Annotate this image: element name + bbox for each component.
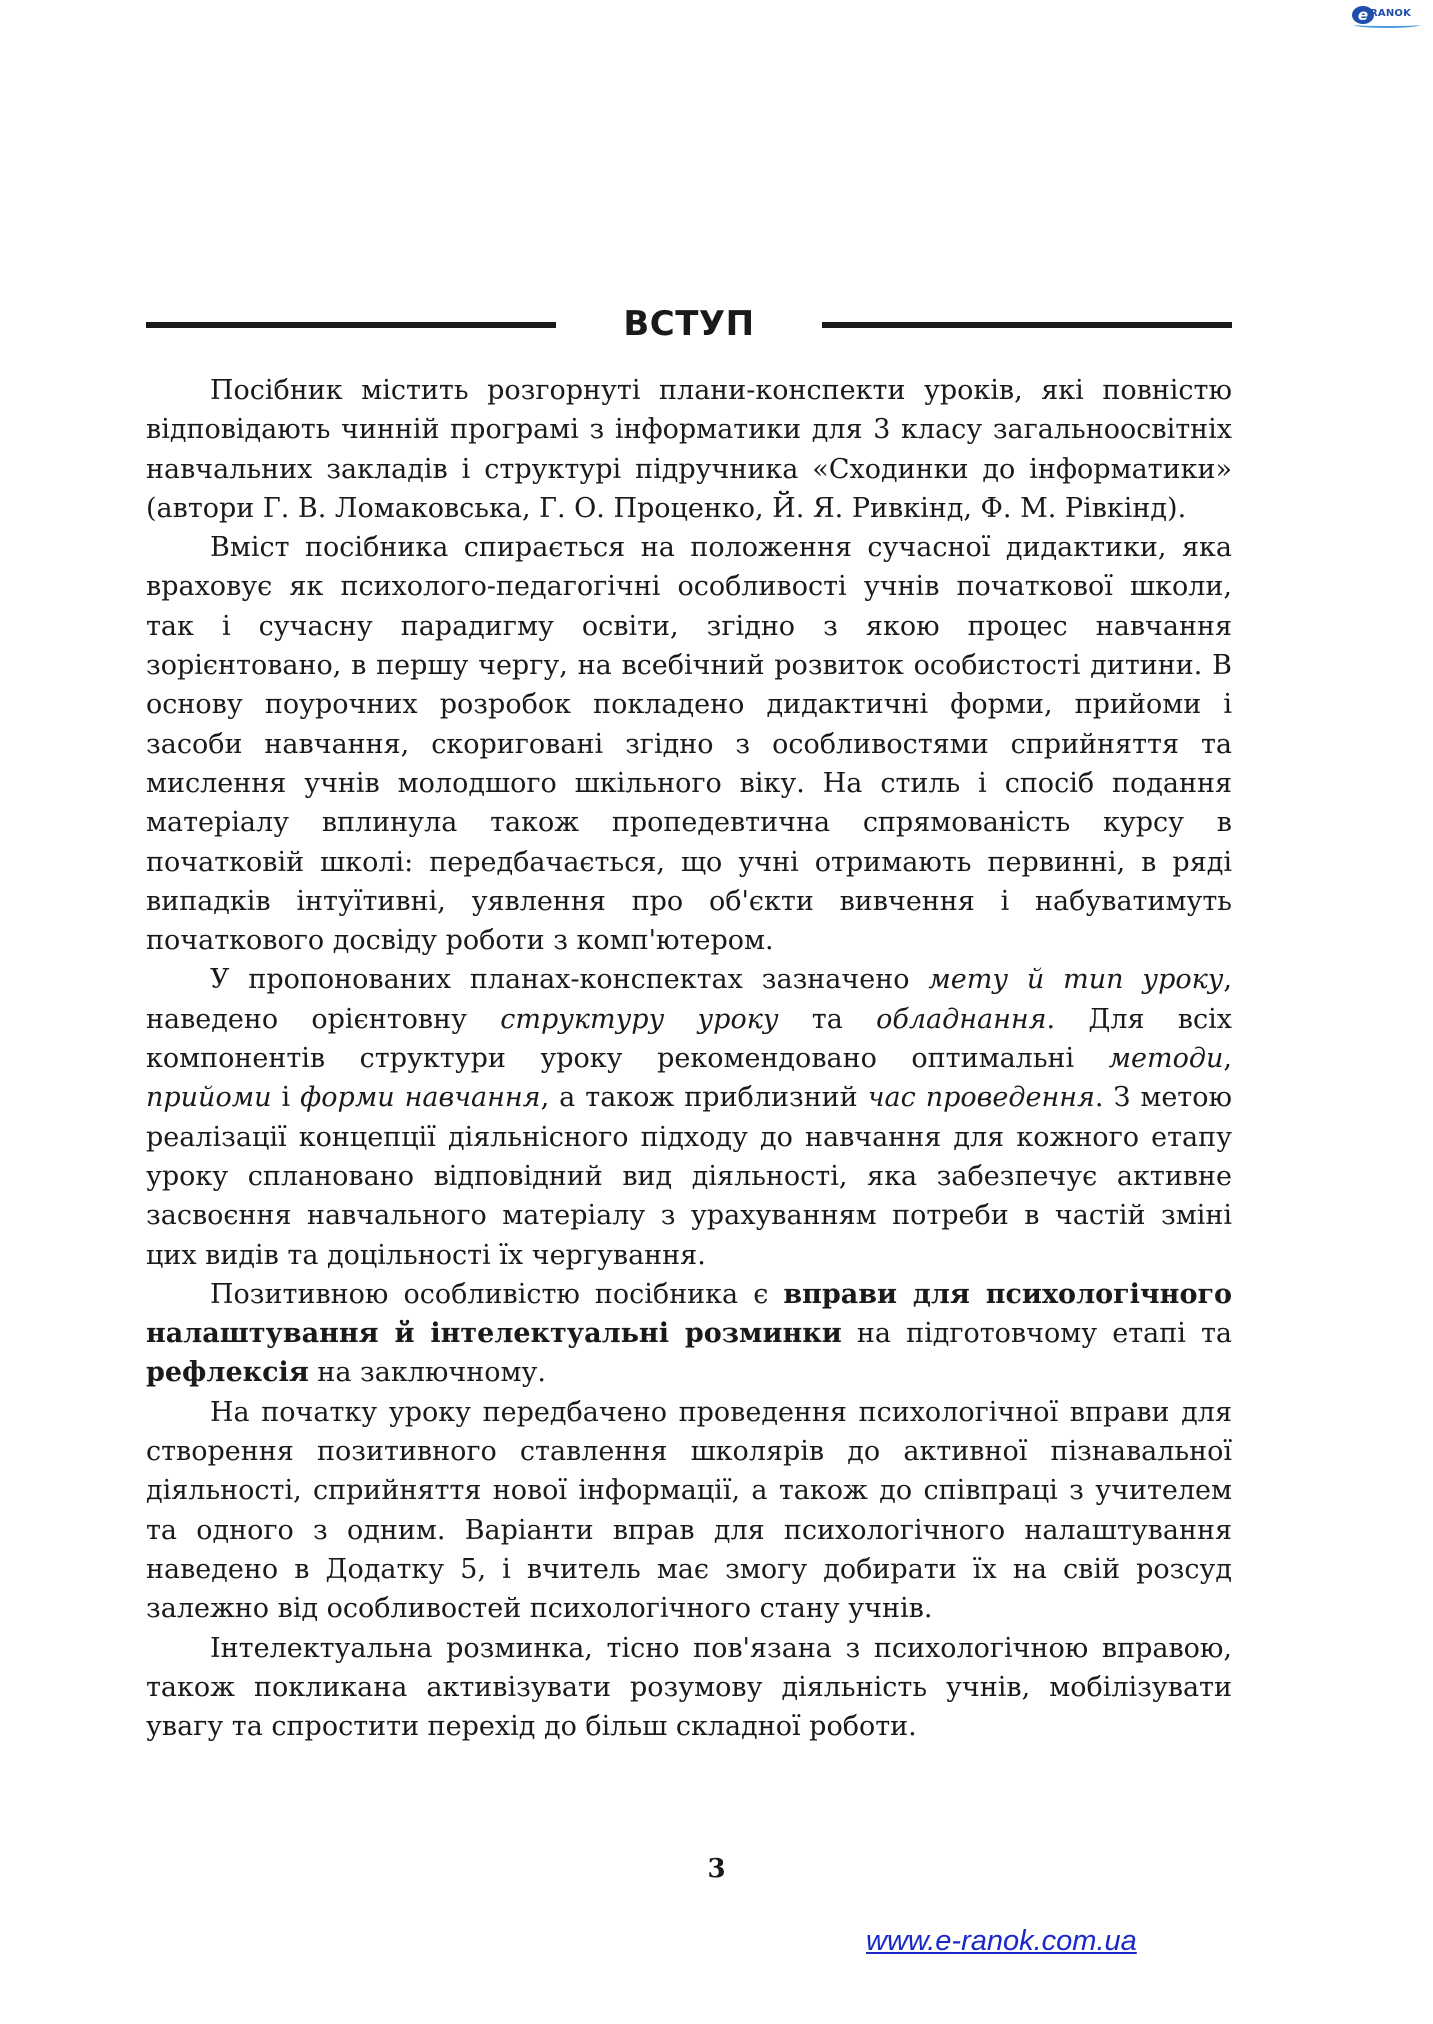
bold-term: вправи для психологічного налаштування й інтелектуальні розминки: [146, 1278, 1233, 1350]
paragraph-1: Посібник містить розгорнуті плани-конспекти уроків, які повністю відповідають чинній програмі з інформатики для 3 класу загальноосвітніх навчальних закладів і структурі підручника «Сходинки до інформатики» (автори Г. В. Ломаковська, Г. О. Проценко, Й. Я. Ривкінд, Ф. М. Рівкінд).: [146, 375, 1232, 524]
text-run: , наведено орієнтовну: [146, 964, 1232, 1035]
paragraph-6: Інтелектуальна розминка, тісно пов'язана з психологічною вправою, також покликана активізувати розумову діяльність учнів, мобілізувати увагу та спростити перехід до більш складної роботи.: [146, 1632, 1232, 1743]
text-run: Позитивною особливістю посібника є: [210, 1278, 784, 1310]
text-run: . Для всіх компонентів структури уроку рекомендовано оптимальні: [146, 1003, 1232, 1075]
heading-rule-right: [822, 322, 1232, 328]
text-run: на заключному.: [308, 1357, 546, 1389]
section-heading: [146, 302, 1232, 346]
page-number: 3: [707, 1854, 726, 1884]
heading-rule-left: [146, 322, 556, 328]
paragraph-5: На початку уроку передбачено проведення психологічної вправи для створення позитивного ставлення школярів до активної пізнавальної діяльності, сприйняття нової інформації, а також до співпраці з учителем та одного з одним. Варіанти вправ для психологічного налаштування наведено в Додатку 5, і вчитель має змогу добирати їх на свій розсуд залежно від особливостей психологічного стану учнів.: [146, 1396, 1232, 1625]
publisher-website-link[interactable]: www.e-ranok.com.ua: [866, 1925, 1137, 1957]
emphasis-term: прийоми: [146, 1082, 272, 1114]
publisher-logo: [1352, 6, 1424, 28]
emphasis-term: методи: [1108, 1043, 1224, 1075]
paragraph-2: Вміст посібника спирається на положення сучасної дидактики, яка враховує як психолого-педагогічні особливості учнів початкової школи, так і сучасну парадигму освіти, згідно з якою процес навчання зорієнтовано, в першу чергу, на всебічний розвиток особистості дитини. В основу поурочних розробок покладено дидактичні форми, прийоми і засоби навчання, скориговані згідно з особливостями сприйняття та мислення учнів молодшого шкільного віку. На стиль і спосіб подання матеріалу вплинула також пропедевтична спрямованість курсу в початковій школі: передбачається, що учні отримають первинні, в ряді випадків інтуїтивні, уявлення про об'єкти вивчення і набуватимуть початкового досвіду роботи з комп'ютером.: [146, 532, 1232, 957]
text-run: , а також приблизний: [540, 1082, 868, 1114]
text-run: ,: [1223, 1043, 1232, 1075]
body-text: [146, 371, 1232, 1746]
page-title: ВСТУП: [623, 304, 755, 344]
emphasis-term: форми навчання: [300, 1082, 541, 1114]
logo-swoosh-icon: [1354, 22, 1420, 28]
bold-term: рефлексія: [146, 1357, 309, 1389]
text-run: У пропонованих планах-конспектах зазначено: [210, 964, 929, 996]
text-run: . З метою реалізації концепції діяльнісного підходу до навчання для кожного етапу уроку сплановано відповідний вид діяльності, яка забезпечує активне засвоєння навчального матеріалу з урахуванням потреби в частій зміні цих видів та доцільності їх чергування.: [146, 1082, 1233, 1271]
paragraph-3: [146, 960, 1232, 1274]
paragraph-4: [146, 1275, 1232, 1393]
logo-e-mark: e: [1352, 6, 1374, 24]
text-run: та: [778, 1003, 877, 1035]
text-run: на підготовчому етапі та: [841, 1318, 1232, 1350]
emphasis-term: час проведення: [867, 1082, 1095, 1114]
emphasis-term: мету й тип уроку: [928, 964, 1224, 996]
emphasis-term: обладнання: [876, 1003, 1047, 1035]
emphasis-term: структуру уроку: [500, 1003, 779, 1035]
logo-text: RANOK: [1370, 8, 1412, 19]
text-run: і: [271, 1082, 301, 1114]
